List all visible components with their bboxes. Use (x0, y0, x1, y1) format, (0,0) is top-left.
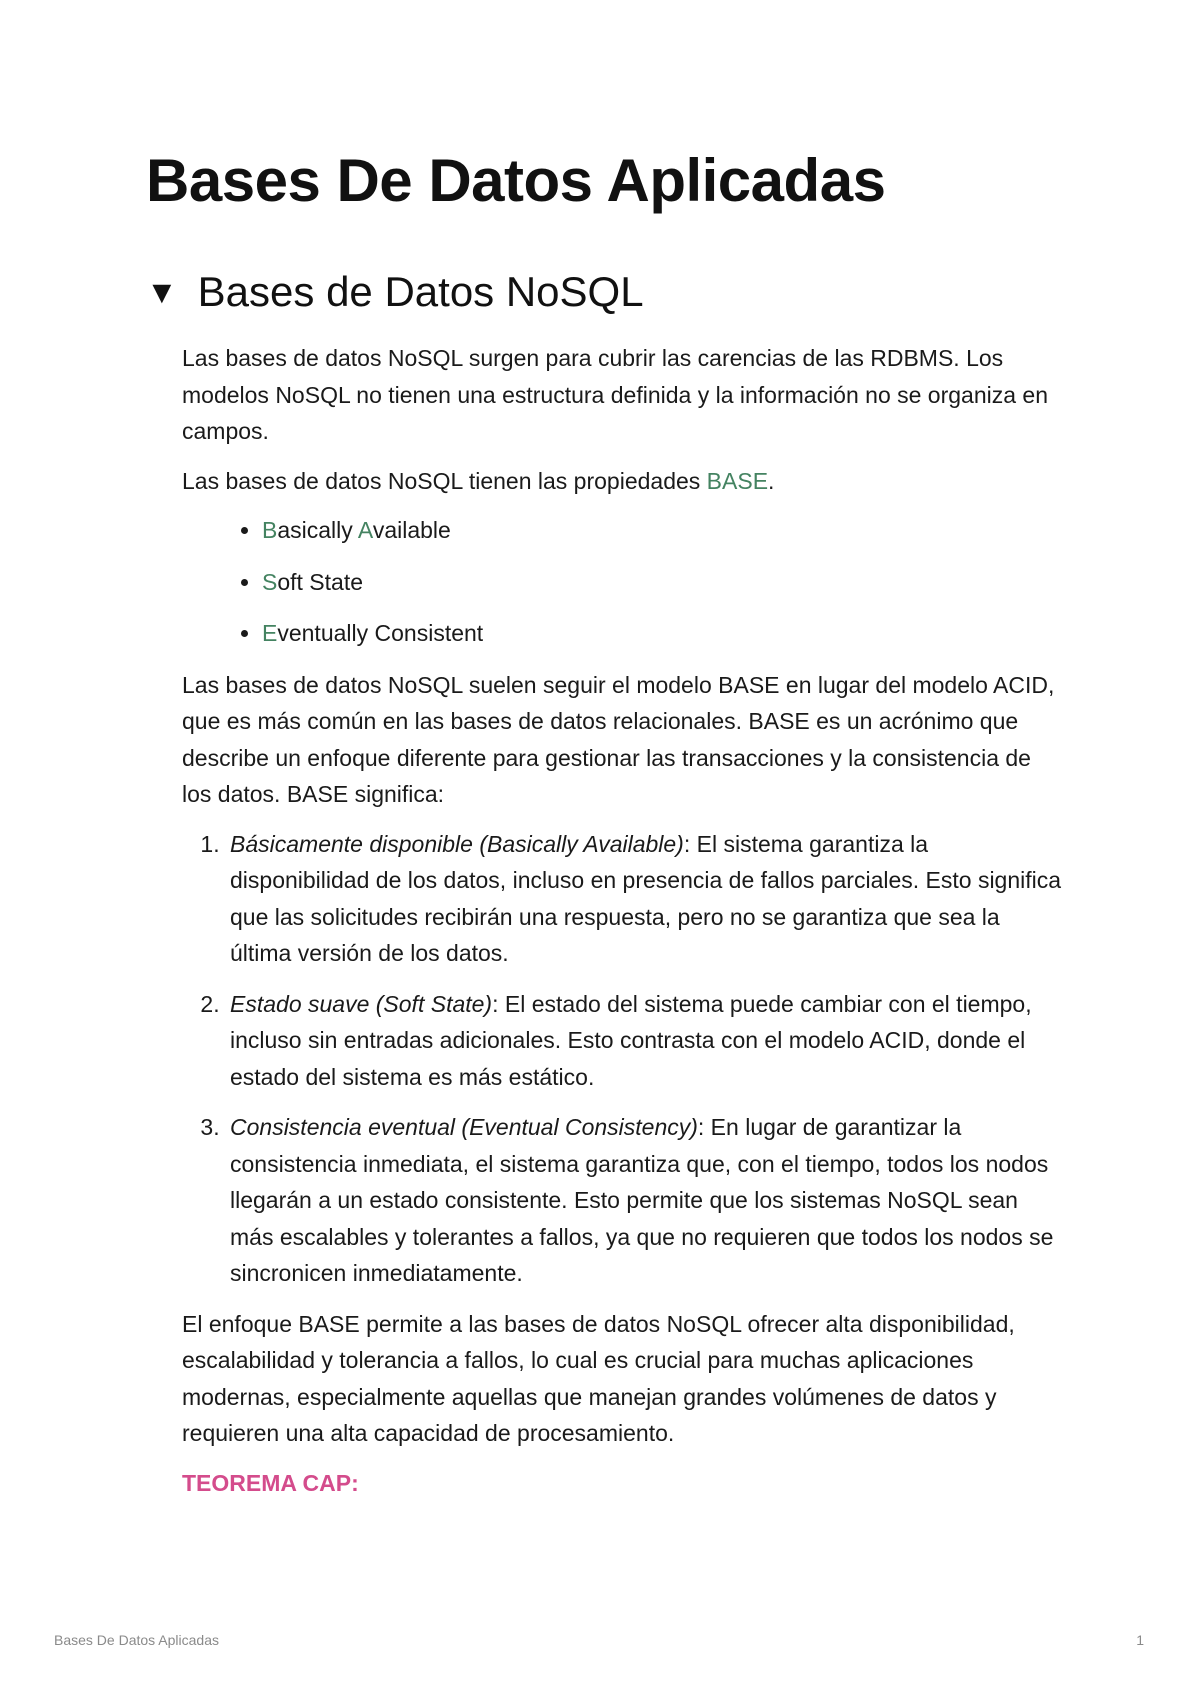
bullet-initial: E (262, 620, 278, 646)
bullet-initial: A (357, 517, 373, 543)
numbered-text: : En lugar de garantizar la consistencia inmediata, el sistema garantiza que, con el tiempo, todos los nodos llegarán a un estado consistente. Esto permite que los sistemas NoSQL sean más escalables y tolerantes a fallos, ya que no requieren que todos los nodos se sincronicen inmediatamente. (230, 1114, 1054, 1286)
numbered-item (226, 826, 1062, 972)
cap-theorem-heading: TEOREMA CAP: (182, 1469, 359, 1496)
intro-paragraph: Las bases de datos NoSQL surgen para cubrir las carencias de las RDBMS. Los modelos NoSQL no tienen una estructura definida y la información no se organiza en campos. (182, 345, 1049, 444)
closing-paragraph: El enfoque BASE permite a las bases de datos NoSQL ofrecer alta disponibilidad, escalabilidad y tolerancia a fallos, lo cual es crucial para muchas aplicaciones modernas, especialmente aquellas que manejan grandes volúmenes de datos y requieren una alta capacidad de procesamiento. (182, 1310, 1015, 1446)
section-content (182, 340, 1062, 1514)
numbered-text: : El sistema garantiza la disponibilidad de los datos, incluso en presencia de fallos parciales. Esto significa que las solicitudes recibirán una respuesta, pero no se garantiza que sea la última versión de los datos. (230, 830, 1062, 966)
numbered-term: Básicamente disponible (Basically Available) (230, 830, 684, 857)
toggle-triangle-icon[interactable]: ▼ (146, 273, 178, 310)
bullet-text: asically (277, 517, 358, 543)
bullet-text: ventually Consistent (277, 620, 484, 646)
page-title: Bases De Datos Aplicadas (146, 147, 886, 214)
base-bullet-list (182, 512, 1062, 652)
bullet-item (262, 564, 1062, 601)
section-heading-text: Bases de Datos NoSQL (197, 268, 644, 315)
numbered-item (226, 1109, 1062, 1292)
base-numbered-list (182, 826, 1062, 1292)
numbered-text: : El estado del sistema puede cambiar con el tiempo, incluso sin entradas adicionales. Esto contrasta con el modelo ACID, donde el estado del sistema es más estático. (230, 990, 1032, 1090)
section-heading (146, 268, 644, 316)
numbered-item (226, 986, 1062, 1096)
page-number: 1 (1136, 1632, 1144, 1648)
bullet-initial: S (262, 568, 278, 595)
base-properties-line (182, 463, 1062, 500)
bullet-initial: B (262, 517, 278, 543)
bullet-item (262, 512, 1062, 549)
footer-title: Bases De Datos Aplicadas (54, 1632, 219, 1648)
bullet-text: vailable (372, 517, 451, 543)
bullet-item (262, 615, 1062, 652)
explanation-paragraph: Las bases de datos NoSQL suelen seguir el modelo BASE en lugar del modelo ACID, que es más común en las bases de datos relacionales. BASE es un acrónimo que describe un enfoque diferente para gestionar las transacciones y la consistencia de los datos. BASE significa: (182, 671, 1055, 807)
numbered-term: Consistencia eventual (Eventual Consistency) (230, 1114, 698, 1140)
base-line-suffix: . (768, 467, 775, 494)
base-line-prefix: Las bases de datos NoSQL tienen las propiedades (182, 467, 707, 494)
numbered-term: Estado suave (Soft State) (230, 990, 493, 1017)
base-highlight: BASE (706, 467, 769, 494)
bullet-text: oft State (277, 568, 364, 595)
